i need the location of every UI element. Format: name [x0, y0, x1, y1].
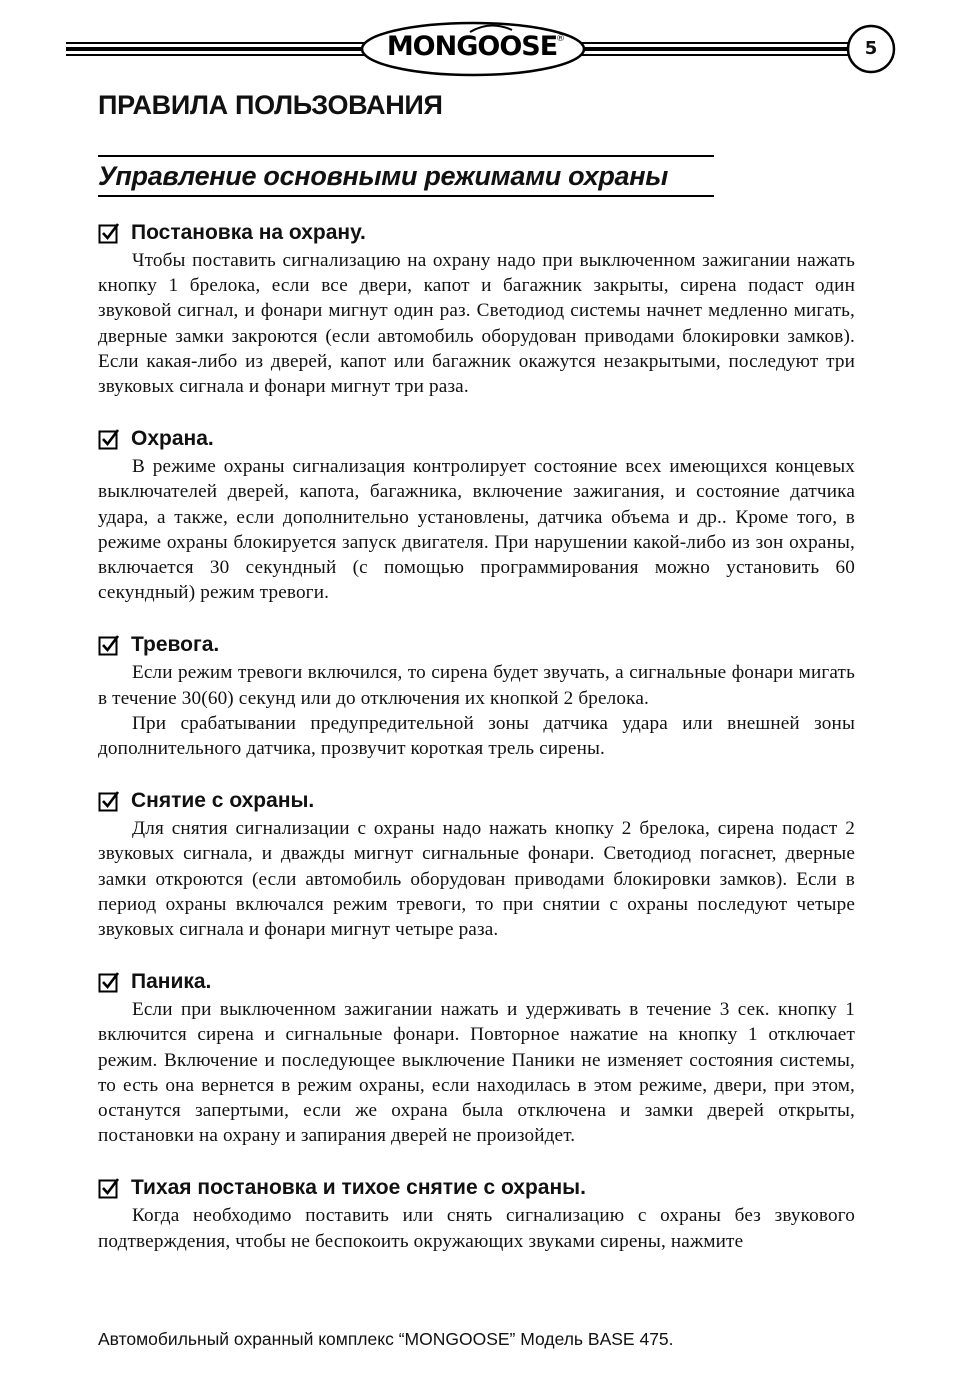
section-disarming: [98, 786, 855, 942]
paragraph: При срабатывании предупредительной зоны датчика удара или внешней зоны дополнительного датчика, прозвучит короткая трель сирены.: [98, 712, 855, 760]
section-silent-mode: [98, 1173, 855, 1253]
registered-mark: ®: [556, 34, 565, 44]
section-heading: [98, 1173, 855, 1203]
paragraph: Когда необходимо поставить или снять сигнализацию с охраны без звукового подтверждения, чтобы не беспокоить окружающих звуками сирены, нажмите: [98, 1205, 855, 1252]
section-title: Тревога.: [131, 633, 220, 657]
page-title: ПРАВИЛА ПОЛЬЗОВАНИЯ: [98, 90, 443, 120]
section-arming: [98, 218, 855, 399]
section-title: Тихая постановка и тихое снятие с охраны.: [131, 1176, 586, 1200]
subtitle-frame: [98, 155, 714, 197]
section-title: Охрана.: [131, 427, 214, 451]
section-heading: [98, 424, 855, 454]
paragraph: В режиме охраны сигнализация контролирует состояние всех имеющихся концевых выключателей дверей, капота, багажника, включение зажигания, и состояние датчика удара, а также, если дополнительно установлены, датчика объема и др.. Кроме того, в режиме охраны блокируется запуск двигателя. При нарушении какой-либо из зон охраны, включается 30 секундный (с помощью программирования можно установить 60 секундный) режим тревоги.: [98, 456, 855, 604]
section-title: Постановка на охрану.: [131, 221, 366, 244]
page-footer: Автомобильный охранный комплекс “MONGOOSE” Модель BASE 475.: [98, 1329, 674, 1349]
page-number: 5: [864, 38, 878, 59]
checkbox-checked-icon: [98, 222, 120, 244]
section-title: Паника.: [131, 970, 212, 994]
paragraph: Если режим тревоги включился, то сирена будет звучать, а сигнальные фонари мигать в течение 30(60) секунд или до отключения их кнопкой 2 брелока.: [98, 662, 855, 709]
section-subtitle: Управление основными режимами охраны: [98, 161, 669, 191]
checkbox-checked-icon: [98, 790, 120, 812]
section-heading: [98, 630, 855, 660]
section-guard: [98, 424, 855, 605]
section-heading: [98, 967, 855, 997]
section-title: Снятие с охраны.: [131, 789, 315, 813]
paragraph: Если при выключенном зажигании нажать и удерживать в течение 3 сек. кнопку 1 включится сирена и сигнальные фонари. Повторное нажатие на кнопку 1 отключает режим. Включение и последующее выключение Паники не изменяет состояния системы, то есть она вернется в режим охраны, если находилась в этом режиме, двери, при этом, останутся запертыми, если же охрана была отключена и замки дверей открыты, постановки на охрану и запирания дверей не произойдет.: [98, 999, 855, 1147]
section-alarm: [98, 630, 855, 761]
checkbox-checked-icon: [98, 428, 120, 450]
checkbox-checked-icon: [98, 1177, 120, 1199]
brand-logo: MONGOOSE: [386, 31, 558, 62]
section-heading: [98, 218, 855, 248]
paragraph: Для снятия сигнализации с охраны надо нажать кнопку 2 брелока, сирена подаст 2 звуковых сигнала, и дважды мигнут сигнальные фонари. Светодиод погаснет, дверные замки откроются (если автомобиль оборудован приводами блокировки замков). Если в период охраны включался режим тревоги, то при снятии с охраны последуют четыре звуковых сигнала и фонари мигнут четыре раза.: [98, 818, 855, 941]
section-panic: [98, 967, 855, 1148]
page-header: [0, 0, 954, 100]
checkbox-checked-icon: [98, 634, 120, 656]
checkbox-checked-icon: [98, 971, 120, 993]
paragraph: Чтобы поставить сигнализацию на охрану надо при выключенном зажигании нажать кнопку 1 брелока, если все двери, капот и багажник закрыты, сирена подаст один звуковой сигнал, и фонари мигнут один раз. Светодиод системы начнет медленно мигать, дверные замки закроются (если автомобиль оборудован приводами блокировки замков). Если какая-либо из дверей, капот или багажник окажутся незакрытыми, последуют три звуковых сигнала и фонари мигнут три раза.: [98, 250, 855, 398]
section-heading: [98, 786, 855, 816]
content: [98, 218, 855, 1254]
